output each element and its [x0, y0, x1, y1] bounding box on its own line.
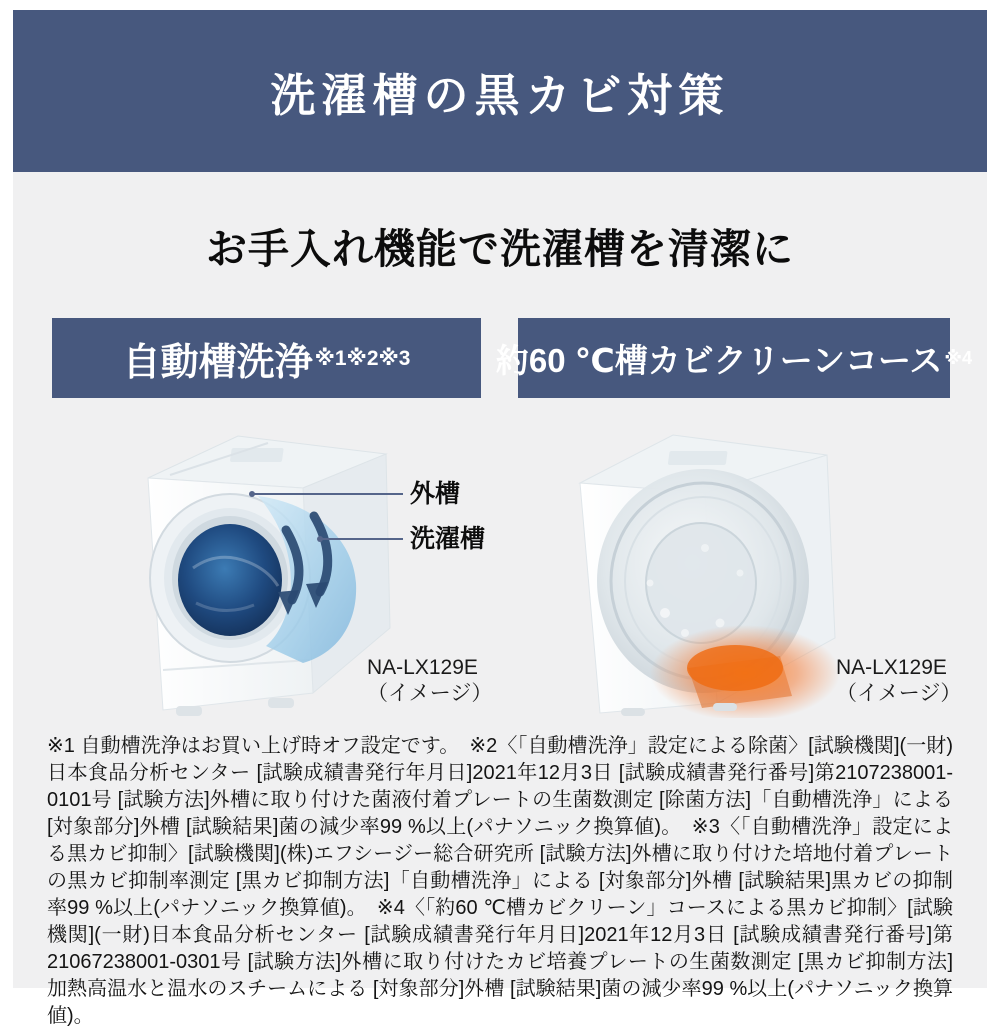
intro-heading: お手入れ機能で洗濯槽を清潔に — [206, 226, 794, 272]
wash-tub-leader-line — [320, 538, 403, 540]
hero-banner — [13, 10, 987, 172]
feature-title: 約60 ℃槽カビクリーンコース — [495, 341, 943, 379]
model-caption-left — [367, 655, 492, 706]
washer-cutaway-illustration — [118, 418, 398, 718]
feature-title-note: ※4 — [944, 347, 973, 368]
model-note: （イメージ） — [836, 681, 962, 705]
feature-title-note: ※1※2※3 — [314, 346, 411, 370]
feature-banner-60c-clean-course — [495, 318, 973, 398]
model-note: （イメージ） — [367, 681, 493, 705]
model-number: NA-LX129E — [836, 656, 947, 679]
model-caption-right — [836, 655, 961, 706]
wash-tub-label: 洗濯槽 — [410, 525, 486, 553]
feature-banner-auto-tub-wash — [52, 318, 481, 398]
feature-title: 自動槽洗浄 — [122, 341, 313, 384]
model-number: NA-LX129E — [367, 656, 478, 679]
footnotes-text: ※1 自動槽洗浄はお買い上げ時オフ設定です。 ※2〈「自動槽洗浄」設定による除菌〉[試験機関](一財)日本食品分析センター [試験成績書発行年月日]2021年12月3日 [試験成績書発行番号]第2107238001-0101号 [試験方法]外槽に取り付けた菌液付着プレートの生菌数測定 [除菌方法]「自動槽洗浄」による [対象部分]外槽 [試験結果]菌の減少率99 %以上(パナソニック換算値)。 ※3〈「自動槽洗浄」設定による黒カビ抑制〉[試験機関](株)エフシージー総合研究所 [試験方法]外槽に取り付けた培地付着プレートの黒カビ抑制率測定 [黒カビ抑制方法]「自動槽洗浄」による [対象部分]外槽 [試験結果]黒カビの抑制率99 %以上(パナソニック換算値)。 ※4〈「約60 ℃槽カビクリーン」コースによる黒カビ抑制〉[試験機関](一財)日本食品分析センター [試験成績書発行年月日]2021年12月3日 [試験成績書発行番号]第21067238001-0301号 [試験方法]外槽に取り付けたカビ培養プレートの生菌数測定 [黒カビ抑制方法]加熱高温水と温水のスチームによる [対象部分]外槽 [試験結果]菌の減少率99 %以上(パナソニック換算値)。 — [47, 735, 953, 1027]
outer-tub-leader-line — [252, 493, 403, 495]
page-title: 洗濯槽の黒カビ対策 — [270, 69, 730, 121]
washer-xray-illustration — [555, 413, 855, 718]
outer-tub-label: 外槽 — [410, 480, 461, 508]
